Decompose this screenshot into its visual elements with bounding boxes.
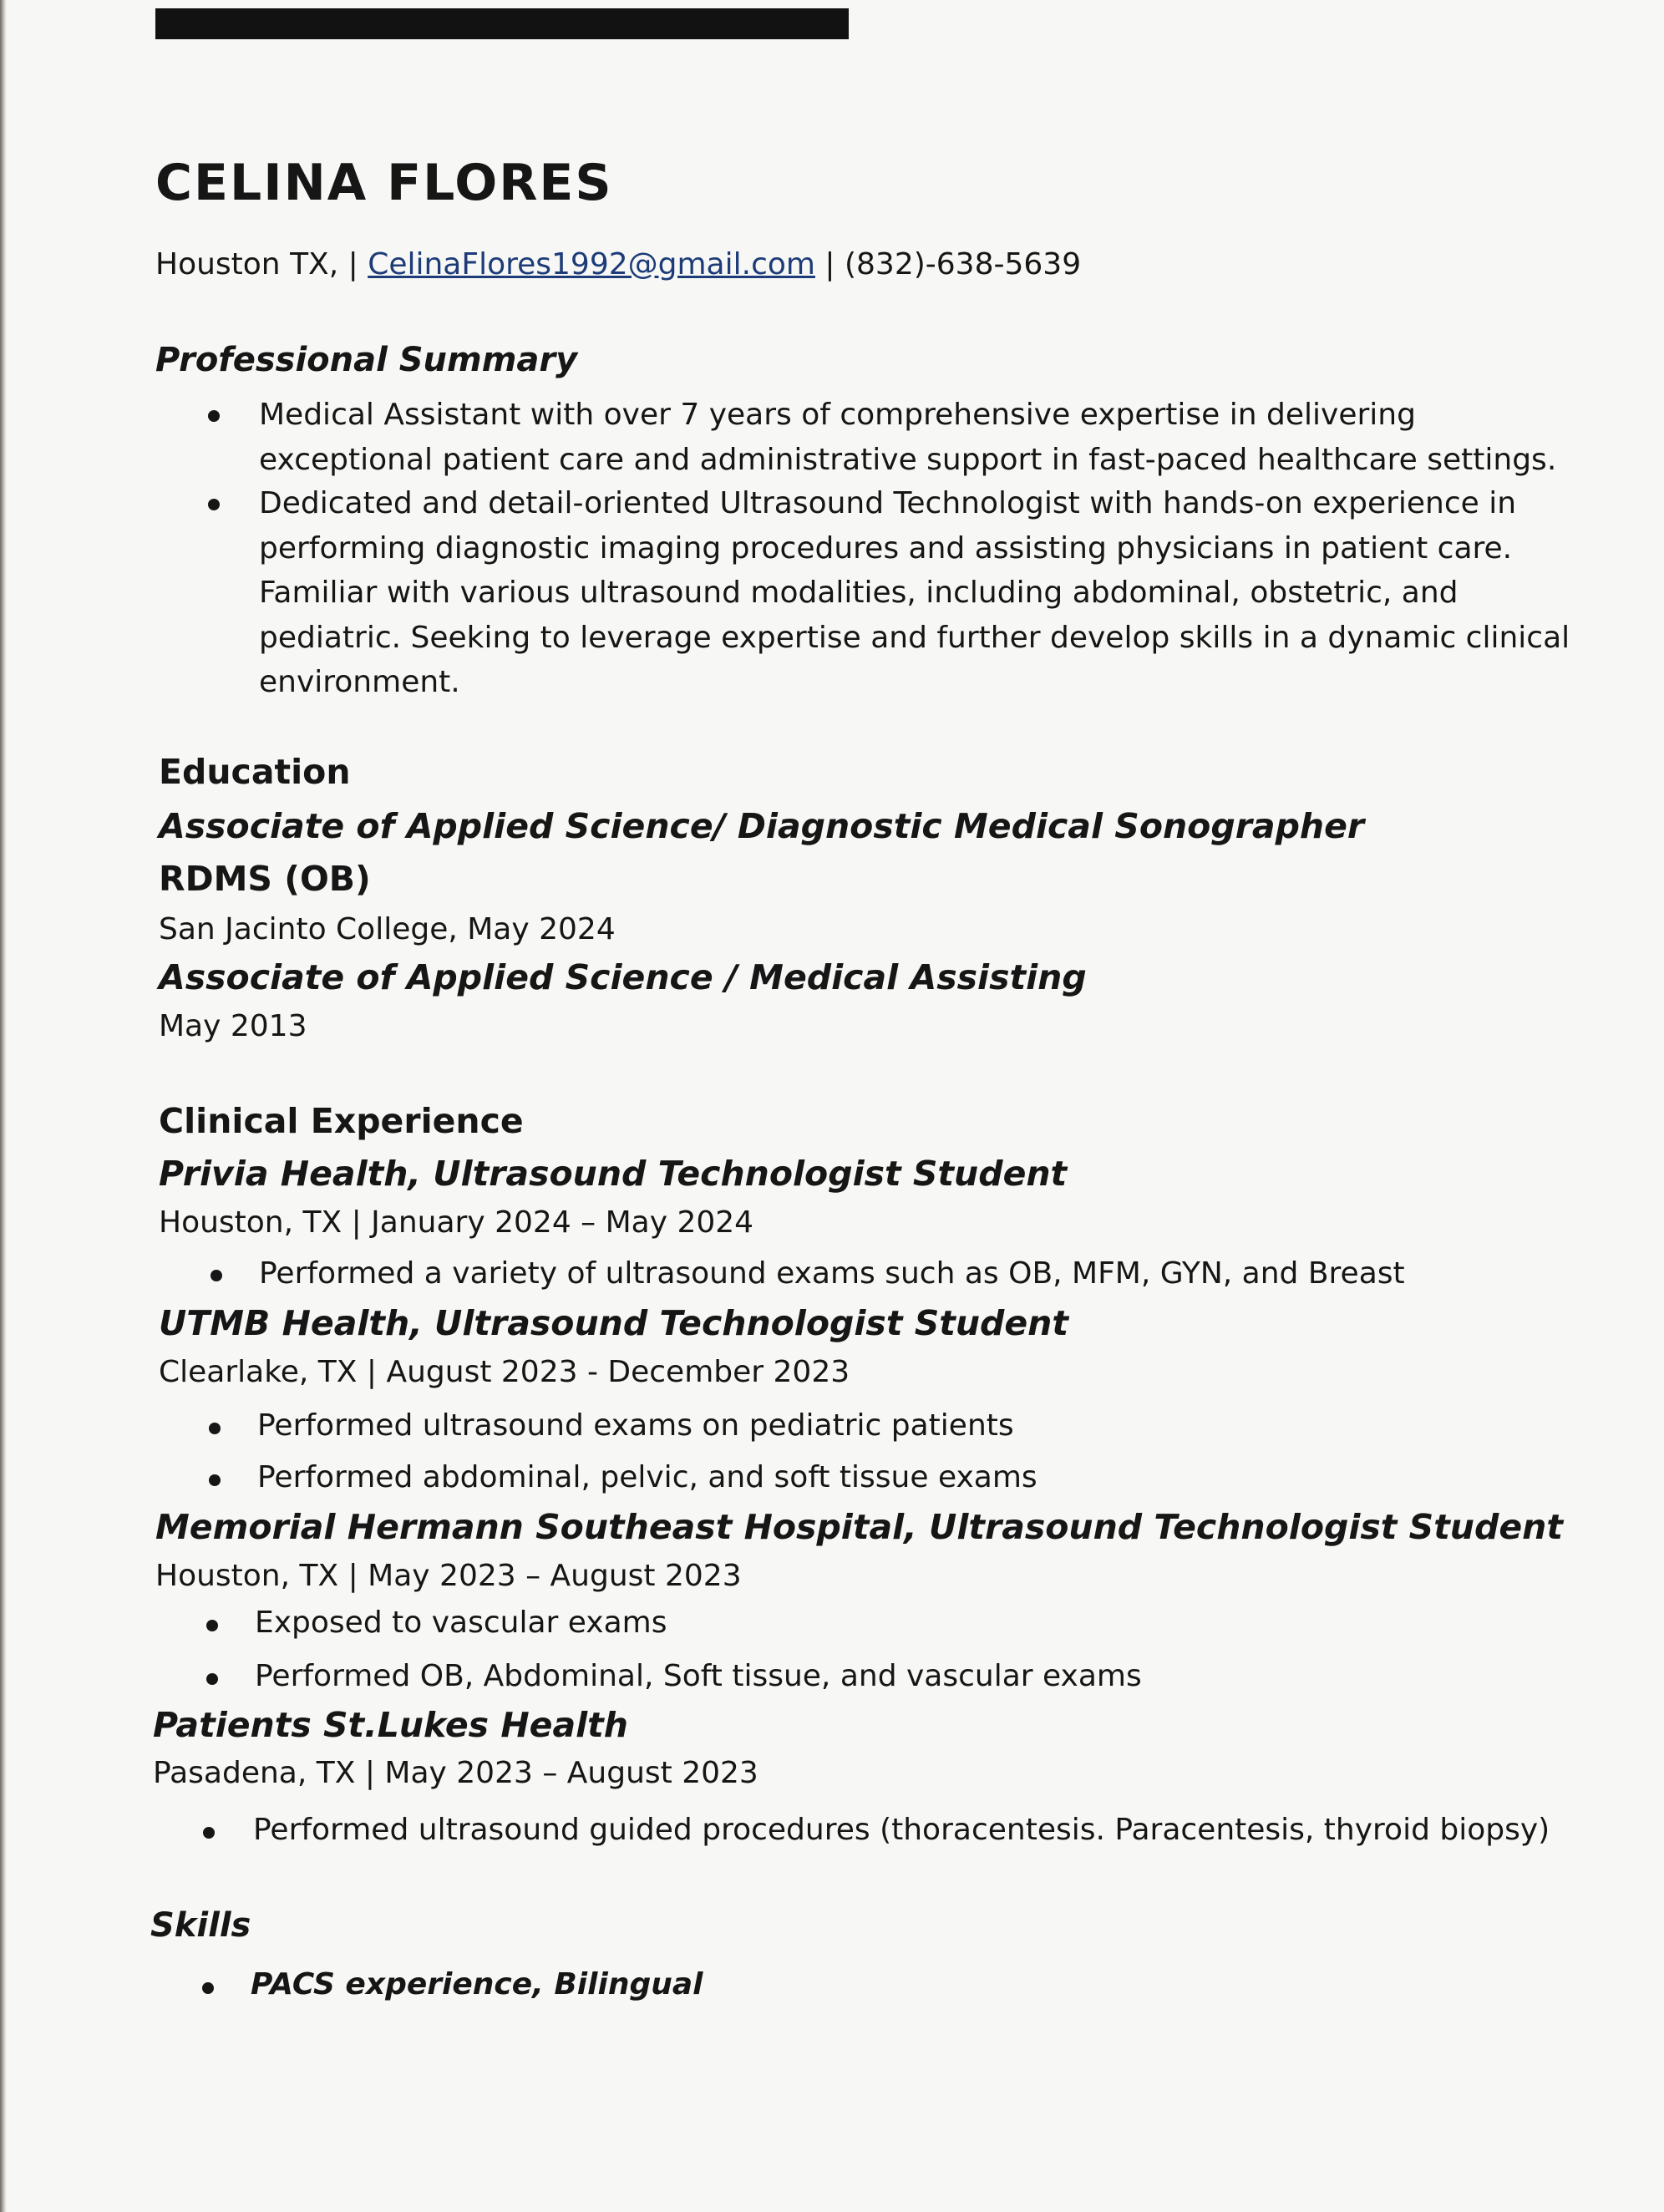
job-bullet: Performed a variety of ultrasound exams such as OB, MFM, GYN, and Breast bbox=[259, 1256, 1405, 1291]
degree-title: Associate of Applied Science/ Diagnostic Medical Sonographer bbox=[159, 806, 1365, 846]
job-title: Privia Health, Ultrasound Technologist Student bbox=[159, 1154, 1068, 1194]
summary-line: performing diagnostic imaging procedures and assisting physicians in patient care. bbox=[259, 530, 1513, 566]
skills-item: PACS experience, Bilingual bbox=[251, 1967, 703, 2001]
job-meta: Houston, TX | January 2024 – May 2024 bbox=[159, 1205, 754, 1240]
bullet-icon bbox=[203, 1827, 215, 1839]
summary-bullet-2 bbox=[259, 481, 1570, 705]
contact-phone: | (832)-638-5639 bbox=[824, 247, 1082, 282]
job-bullet: Performed OB, Abdominal, Soft tissue, and vascular exams bbox=[255, 1659, 1142, 1693]
job-meta: Pasadena, TX | May 2023 – August 2023 bbox=[153, 1756, 758, 1790]
credential: RDMS (OB) bbox=[159, 859, 371, 899]
section-title-summary: Professional Summary bbox=[155, 341, 578, 379]
job-title: Patients St.Lukes Health bbox=[153, 1705, 628, 1745]
contact-line bbox=[155, 247, 1081, 282]
summary-line: Familiar with various ultrasound modalities, including abdominal, obstetric, and bbox=[259, 576, 1459, 610]
bullet-icon bbox=[202, 1982, 214, 1994]
bullet-icon bbox=[209, 1474, 221, 1486]
summary-bullet-1 bbox=[259, 393, 1556, 482]
redaction-bar bbox=[155, 8, 849, 39]
bullet-icon bbox=[208, 499, 220, 510]
section-title-experience: Clinical Experience bbox=[159, 1101, 524, 1141]
summary-line: Dedicated and detail-oriented Ultrasound Technologist with hands-on experience in bbox=[259, 486, 1517, 520]
page-edge-shadow bbox=[0, 0, 7, 2212]
job-meta: Clearlake, TX | August 2023 - December 2023 bbox=[159, 1355, 850, 1389]
summary-line: exceptional patient care and administrative support in fast-paced healthcare settings. bbox=[259, 442, 1557, 477]
job-bullet: Performed ultrasound guided procedures (thoracentesis. Paracentesis, thyroid biopsy) bbox=[253, 1813, 1550, 1847]
summary-line: environment. bbox=[259, 665, 460, 699]
email-link[interactable]: CelinaFlores1992@gmail.com bbox=[368, 247, 815, 282]
job-title: Memorial Hermann Southeast Hospital, Ultrasound Technologist Student bbox=[155, 1507, 1563, 1547]
bullet-icon bbox=[209, 1423, 221, 1434]
bullet-icon bbox=[206, 1620, 218, 1631]
degree-date: May 2013 bbox=[159, 1009, 307, 1043]
summary-line: Medical Assistant with over 7 years of comprehensive expertise in delivering bbox=[259, 398, 1416, 432]
job-title: UTMB Health, Ultrasound Technologist Student bbox=[159, 1303, 1068, 1343]
school-line: San Jacinto College, May 2024 bbox=[159, 912, 616, 946]
contact-location: Houston TX, | bbox=[155, 247, 358, 282]
job-bullet: Performed abdominal, pelvic, and soft tissue exams bbox=[257, 1460, 1037, 1494]
bullet-icon bbox=[211, 1270, 222, 1281]
job-meta: Houston, TX | May 2023 – August 2023 bbox=[155, 1559, 742, 1593]
summary-line: pediatric. Seeking to leverage expertise and further develop skills in a dynamic clinical bbox=[259, 620, 1570, 655]
bullet-icon bbox=[206, 1673, 218, 1685]
job-bullet: Performed ultrasound exams on pediatric patients bbox=[257, 1408, 1014, 1443]
bullet-icon bbox=[208, 410, 220, 422]
section-title-education: Education bbox=[159, 752, 351, 792]
section-title-skills: Skills bbox=[150, 1906, 251, 1945]
resume-name: CELINA FLORES bbox=[155, 154, 613, 212]
degree-title: Associate of Applied Science / Medical Assisting bbox=[159, 957, 1087, 997]
job-bullet: Exposed to vascular exams bbox=[255, 1606, 667, 1640]
